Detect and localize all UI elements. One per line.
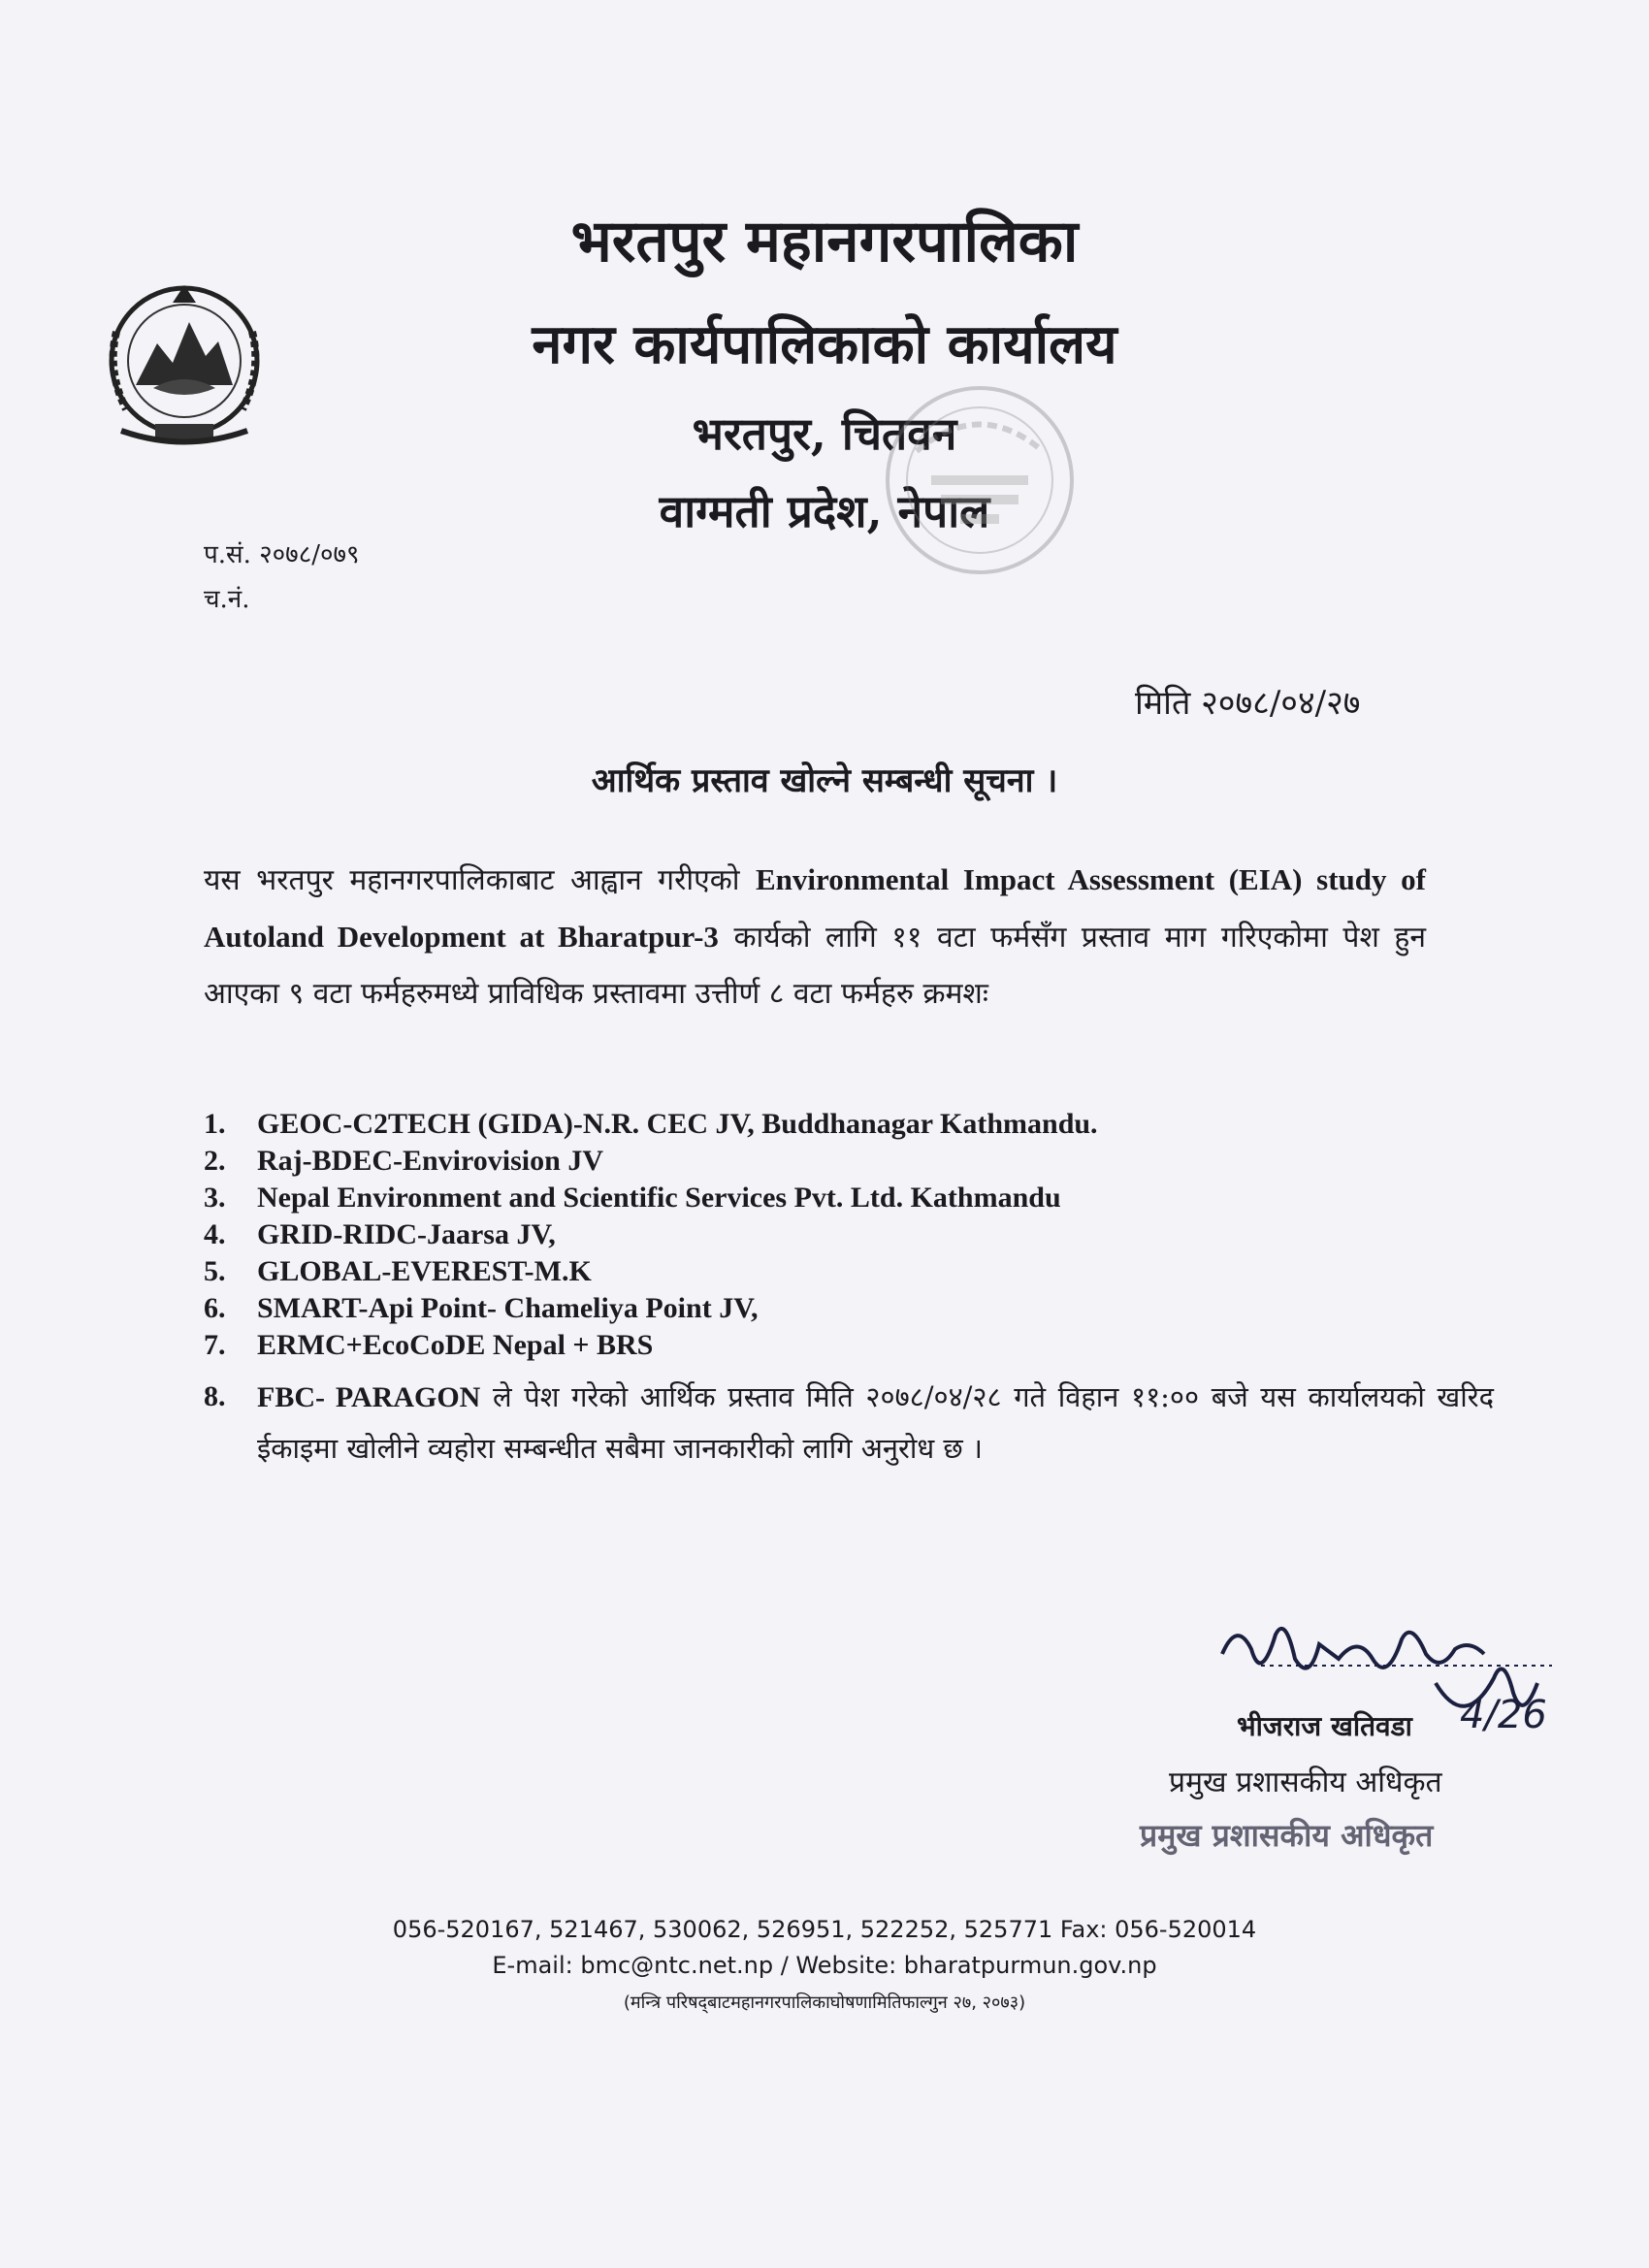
firm-name: GRID-RIDC-Jaarsa JV,: [257, 1218, 556, 1250]
footer-phones: 056-520167, 521467, 530062, 526951, 522252, 525771 Fax: 056-520014: [392, 1916, 1257, 1943]
office-round-stamp: [873, 359, 1086, 601]
list-item: [204, 1180, 1494, 1216]
item-number: 3.: [204, 1182, 226, 1214]
item-number: 2.: [204, 1145, 226, 1177]
list-item: [204, 1290, 1494, 1327]
item-number: 6.: [204, 1292, 226, 1324]
list-item: [204, 1106, 1494, 1143]
firm-name: GLOBAL-EVEREST-M.K: [257, 1255, 592, 1287]
intro-paragraph: [204, 852, 1426, 1022]
project-title: Environmental Impact Assessment (EIA) study of Autoland Development at Bharatpur-3: [204, 862, 1426, 954]
intro-text-end: कार्यको लागि ११ वटा फर्मसँग प्रस्ताव माग गरिएकोमा पेश हुन आएका ९ वटा फर्महरुमध्ये प्राविधिक प्रस्तावमा उत्तीर्ण ८ वटा फर्महरु क्रमशः: [204, 921, 1426, 1011]
letter-subject: आर्थिक प्रस्ताव खोल्ने सम्बन्धी सूचना ।: [591, 761, 1058, 800]
footer-note: (मन्त्रि परिषद्‌बाटमहानगरपालिकाघोषणामितिफाल्गुन २७, २०७३): [623, 1993, 1026, 2013]
footer-contact: E-mail: bmc@ntc.net.np / Website: bharatpurmun.gov.np: [492, 1952, 1157, 1979]
list-item: [204, 1327, 1494, 1364]
firm-list: [204, 1106, 1494, 1474]
list-item: [204, 1143, 1494, 1180]
firm-name: GEOC-C2TECH (GIDA)-N.R. CEC JV, Buddhanagar Kathmandu.: [257, 1108, 1098, 1140]
signer-designation: प्रमुख प्रशासकीय अधिकृत: [1169, 1766, 1442, 1799]
designation-stamp: प्रमुख प्रशासकीय अधिकृत: [1140, 1817, 1434, 1854]
notice-text: ले पेश गरेको आर्थिक प्रस्ताव मिति २०७८/०४/२८ गते विहान ११:०० बजे यस कार्यालयको खरिद ईकाइमा खोलीने व्यहोरा सम्बन्धीत सबैमा जानकारीको लागि अनुरोध छ ।: [257, 1380, 1494, 1465]
item-number: 5.: [204, 1255, 226, 1287]
firm-name: Raj-BDEC-Envirovision JV: [257, 1145, 603, 1177]
letter-date: मिति २०७८/०४/२७: [1135, 684, 1361, 723]
list-item-final: [204, 1372, 1494, 1474]
dispatch-number: च.नं.: [204, 585, 250, 614]
list-item: [204, 1253, 1494, 1290]
firm-name: SMART-Api Point- Chameliya Point JV,: [257, 1292, 759, 1324]
item-number: 1.: [204, 1108, 226, 1140]
office-province: वाग्मती प्रदेश, नेपाल: [659, 485, 990, 537]
signature-date: 4/26: [1460, 1693, 1547, 1737]
nepal-government-emblem: [97, 264, 272, 458]
firm-name: FBC- PARAGON: [257, 1381, 481, 1413]
office-subtitle: नगर कार्यपालिकाको कार्यालय: [532, 312, 1117, 376]
item-number: 7.: [204, 1329, 226, 1361]
list-item: [204, 1216, 1494, 1253]
firm-name: ERMC+EcoCoDE Nepal + BRS: [257, 1329, 654, 1361]
firm-name: Nepal Environment and Scientific Services Pvt. Ltd. Kathmandu: [257, 1182, 1061, 1214]
office-city: भरतपुर, चितवन: [692, 407, 957, 460]
signer-name: भीजराज खतिवडा: [1237, 1710, 1412, 1742]
item-number: 8.: [204, 1380, 226, 1412]
item-number: 4.: [204, 1218, 226, 1250]
office-name: भरतपुर महानगरपालिका: [570, 208, 1079, 275]
intro-text-start: यस भरतपुर महानगरपालिकाबाट आह्वान गरीएको: [204, 863, 740, 897]
reference-number: प.सं. २०७८/०७९: [204, 540, 360, 569]
